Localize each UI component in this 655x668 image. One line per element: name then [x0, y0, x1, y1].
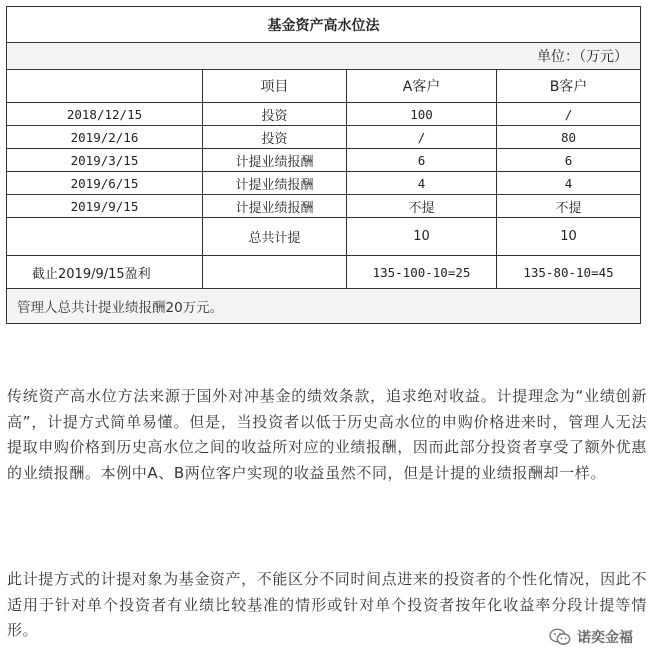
client-a-cell: 4 [347, 172, 497, 195]
table-row [7, 149, 641, 172]
item-cell: 计提业绩报酬 [203, 195, 347, 218]
date-cell: 2019/9/15 [7, 195, 203, 218]
table-row [7, 195, 641, 218]
client-b-cell: 6 [497, 149, 641, 172]
client-a-cell: 6 [347, 149, 497, 172]
profit-empty-cell [203, 256, 347, 289]
client-a-cell: 不提 [347, 195, 497, 218]
table-row [7, 126, 641, 149]
client-a-cell: 100 [347, 103, 497, 126]
client-b-cell: 4 [497, 172, 641, 195]
paragraph-limitation: 此计提方式的计提对象为基金资产，不能区分不同时间点进来的投资者的个性化情况，因此不适用于针对单个投资者有业绩比较基准的情形或针对单个投资者按年化收益率分段计提等情形。 [7, 570, 647, 639]
date-cell: 2019/6/15 [7, 172, 203, 195]
client-b-cell: 80 [497, 126, 641, 149]
high-water-mark-table [6, 6, 641, 324]
watermark-text: 诺奕金福 [577, 630, 633, 646]
table-note: 管理人总共计提业绩报酬20万元。 [7, 289, 641, 324]
paragraph-explanation: 传统资产高水位方法来源于国外对冲基金的绩效条款，追求绝对收益。计提理念为“业绩创新高”，计提方式简单易懂。但是，当投资者以低于历史高水位的申购价格进来时，管理人无法提取申购价格到历史高水位之间的收益所对应的业绩报酬，因而此部分投资者享受了额外优惠的业绩报酬。本例中A、B两位客户实现的收益虽然不同，但是计提的业绩报酬却一样。 [7, 387, 647, 482]
total-label-cell: 总共计提 [203, 218, 347, 256]
table-title: 基金资产高水位法 [7, 7, 641, 43]
table-row [7, 172, 641, 195]
total-row [7, 218, 641, 256]
item-cell: 计提业绩报酬 [203, 172, 347, 195]
item-cell: 计提业绩报酬 [203, 149, 347, 172]
watermark [549, 627, 633, 647]
date-cell: 2019/2/16 [7, 126, 203, 149]
header-cell-client-a: A客户 [347, 70, 497, 103]
date-cell: 2018/12/15 [7, 103, 203, 126]
client-b-cell: / [497, 103, 641, 126]
header-cell-item: 项目 [203, 70, 347, 103]
item-cell: 投资 [203, 126, 347, 149]
header-cell-client-b: B客户 [497, 70, 641, 103]
client-a-cell: / [347, 126, 497, 149]
header-cell-date [7, 70, 203, 103]
total-client-b-cell: 10 [497, 218, 641, 256]
profit-row [7, 256, 641, 289]
profit-label-cell: 截止2019/9/15盈利 [7, 256, 203, 289]
table-row [7, 103, 641, 126]
total-empty-cell [7, 218, 203, 256]
unit-label: 单位：（万元） [7, 43, 641, 70]
profit-client-a-cell: 135-100-10=25 [347, 256, 497, 289]
wechat-icon [549, 628, 571, 646]
table-header-row [7, 70, 641, 103]
total-client-a-cell: 10 [347, 218, 497, 256]
date-cell: 2019/3/15 [7, 149, 203, 172]
profit-client-b-cell: 135-80-10=45 [497, 256, 641, 289]
item-cell: 投资 [203, 103, 347, 126]
client-b-cell: 不提 [497, 195, 641, 218]
